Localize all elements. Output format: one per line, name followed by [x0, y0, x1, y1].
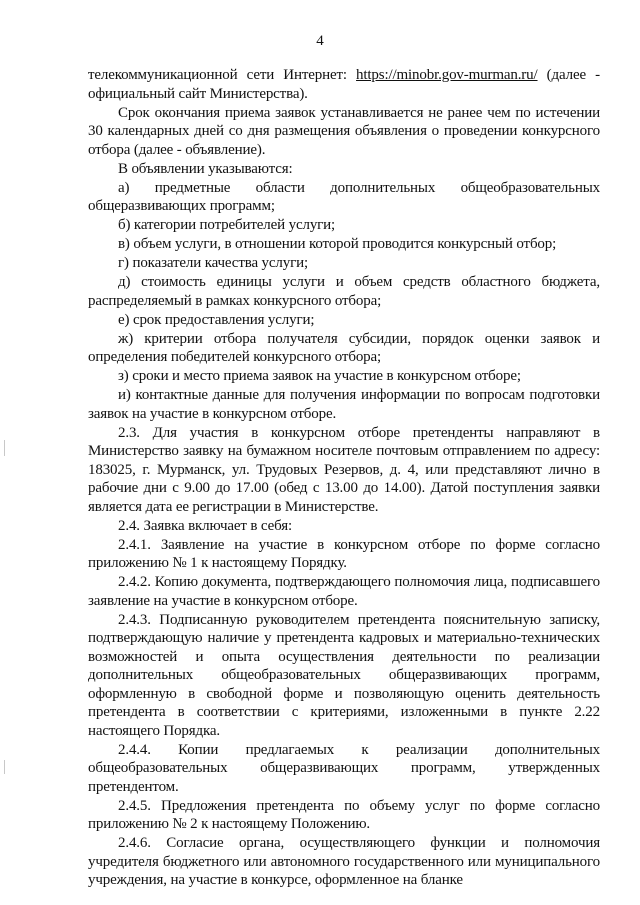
- list-item: д) стоимость единицы услуги и объем средств областного бюджета, распределяемый в рамках конкурсного отбора;: [88, 274, 600, 309]
- paragraph: 2.4.3. Подписанную руководителем претендента пояснительную записку, подтверждающую наличие у претендента кадровых и материально-технических возможностей и опыта осуществления деятельности по реализации дополнительных общеобразовательных общеразвивающих программ, оформленную в свободной форме и позволяющую оценить деятельность претендента в соответствии с критериями, изложенными в пункте 2.22 настоящего Порядка.: [88, 611, 600, 739]
- paragraph: В объявлении указываются:: [118, 160, 293, 177]
- list-item: б) категории потребителей услуги;: [118, 217, 336, 233]
- paragraph-text: телекоммуникационной сети Интернет:: [88, 67, 357, 83]
- ministry-website-link[interactable]: https://minobr.gov-murman.ru/: [356, 67, 538, 83]
- paragraph: 2.4.1. Заявление на участие в конкурсном отборе по форме согласно приложению № 1 к настоящему Порядку.: [88, 536, 600, 571]
- document-body: [88, 66, 600, 890]
- paragraph: [88, 66, 600, 103]
- page-number: 4: [316, 33, 324, 49]
- list-item: и) контактные данные для получения информации по вопросам подготовки заявок на участие в конкурсном отборе.: [88, 387, 600, 422]
- paragraph: 2.3. Для участия в конкурсном отборе претенденты направляют в Министерство заявку на бумажном носителе почтовым отправлением по адресу: 183025, г. Мурманск, ул. Трудовых Резервов, д. 4, или представляют лично в рабочие дни с 9.00 до 17.00 (обед с 13.00 до 14.00). Датой поступления заявки является дата ее регистрации в Министерстве.: [88, 424, 600, 515]
- scan-artifact: [4, 760, 5, 774]
- paragraph: 2.4.4. Копии предлагаемых к реализации дополнительных общеобразовательных общеразвивающих программ, утвержденных претендентом.: [88, 741, 600, 795]
- list-item: е) срок предоставления услуги;: [118, 311, 315, 328]
- list-item: а) предметные области дополнительных общеобразовательных общеразвивающих программ;: [88, 179, 600, 214]
- paragraph: 2.4.5. Предложения претендента по объему услуг по форме согласно приложению № 2 к настоящему Положению.: [88, 797, 600, 832]
- paragraph-text: (далее - официальный сайт Министерства).: [88, 67, 600, 102]
- list-item: г) показатели качества услуги;: [118, 255, 309, 271]
- paragraph: Срок окончания приема заявок устанавливается не ранее чем по истечении 30 календарных дней со дня размещения объявления о проведении конкурсного отбора (далее - объявление).: [88, 104, 600, 158]
- scan-artifact: [4, 440, 5, 456]
- paragraph: 2.4. Заявка включает в себя:: [118, 517, 292, 534]
- list-item: ж) критерии отбора получателя субсидии, порядок оценки заявок и определения победителей конкурсного отбора;: [88, 330, 600, 365]
- list-item: в) объем услуги, в отношении которой проводится конкурсный отбор;: [118, 236, 557, 252]
- list-item: з) сроки и место приема заявок на участие в конкурсном отборе;: [118, 368, 521, 384]
- paragraph: 2.4.6. Согласие органа, осуществляющего функции и полномочия учредителя бюджетного или автономного государственного или муниципального учреждения, на участие в конкурсе, оформленное на бланке: [88, 835, 600, 888]
- paragraph: 2.4.2. Копию документа, подтверждающего полномочия лица, подписавшего заявление на участие в конкурсном отборе.: [88, 574, 600, 609]
